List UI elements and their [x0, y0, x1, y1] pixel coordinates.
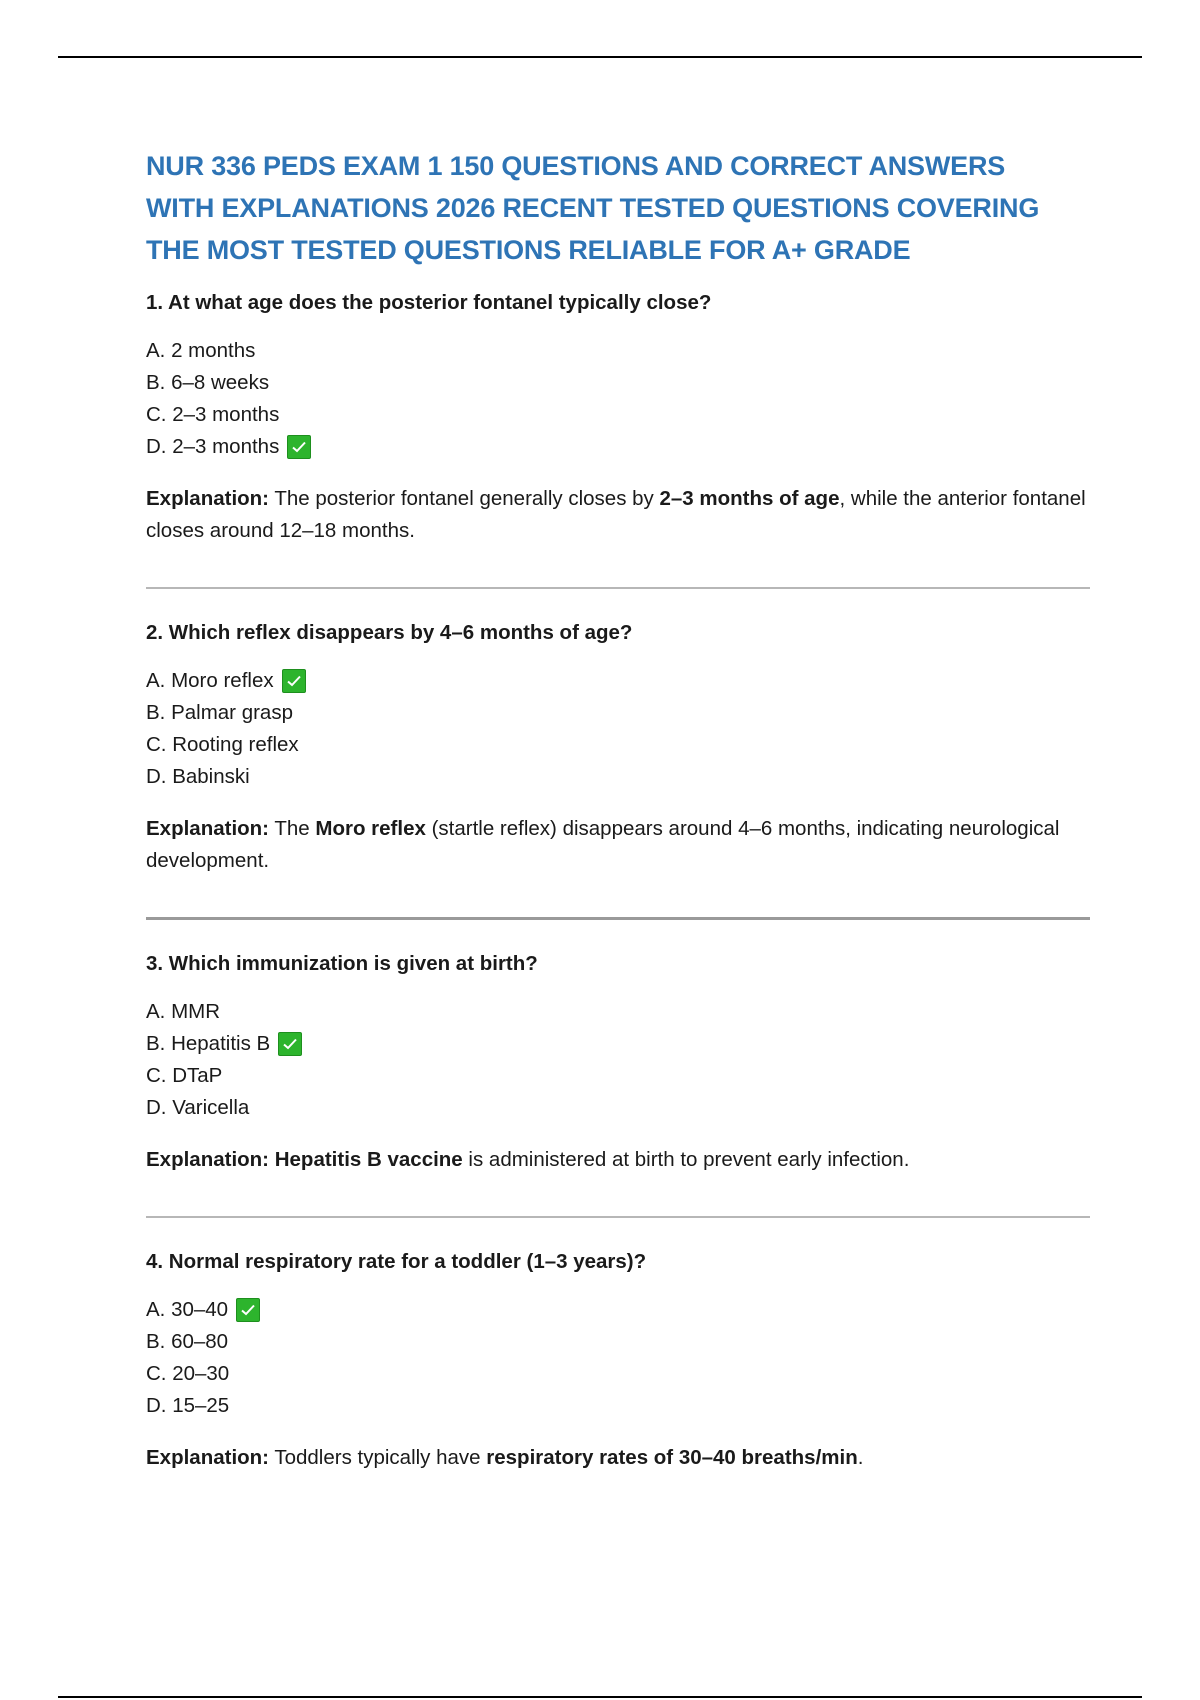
answer-option: C. DTaP: [146, 1064, 223, 1087]
question-block: [146, 1248, 1090, 1474]
check-mark-icon: [236, 1298, 260, 1322]
answer-option: D. Varicella: [146, 1096, 250, 1119]
answer-option: A. 2 months: [146, 339, 256, 362]
answer-option: D. 15–25: [146, 1394, 230, 1417]
document-title: [146, 145, 1090, 271]
title-line: WITH EXPLANATIONS 2026 RECENT TESTED QUESTIONS COVERING: [146, 193, 1040, 223]
check-mark-icon: [278, 1032, 302, 1056]
answer-option: A. Moro reflex: [146, 665, 1090, 697]
check-mark-icon: [287, 435, 311, 459]
document-body: [146, 145, 1090, 1474]
title-line: NUR 336 PEDS EXAM 1 150 QUESTIONS AND CORRECT ANSWERS: [146, 151, 1006, 181]
section-divider: [146, 587, 1090, 589]
title-line: THE MOST TESTED QUESTIONS RELIABLE FOR A+ GRADE: [146, 235, 911, 265]
answer-option: B. 6–8 weeks: [146, 371, 270, 394]
answer-option: C. 20–30: [146, 1362, 230, 1385]
answer-options: [146, 665, 1090, 793]
answer-options: [146, 335, 1090, 463]
answer-option: B. Hepatitis B: [146, 1028, 1090, 1060]
question-block: [146, 950, 1090, 1176]
answer-option: A. MMR: [146, 1000, 221, 1023]
question-block: [146, 289, 1090, 547]
question-block: [146, 619, 1090, 877]
footer-rule: [58, 1696, 1142, 1698]
answer-option: C. Rooting reflex: [146, 733, 299, 756]
section-divider: [146, 917, 1090, 920]
question-text: 1. At what age does the posterior fontanel typically close?: [146, 291, 712, 314]
header-rule: [58, 56, 1142, 58]
explanation: Explanation: Toddlers typically have respiratory rates of 30–40 breaths/min.: [146, 1446, 864, 1469]
answer-option: B. 60–80: [146, 1330, 229, 1353]
explanation: Explanation: Hepatitis B vaccine is administered at birth to prevent early infection.: [146, 1148, 910, 1171]
explanation: Explanation: The posterior fontanel generally closes by 2–3 months of age, while the anterior fontanel closes around 12–18 months.: [146, 487, 1086, 542]
question-text: 2. Which reflex disappears by 4–6 months of age?: [146, 621, 633, 644]
answer-option: D. 2–3 months: [146, 431, 1090, 463]
answer-options: [146, 996, 1090, 1124]
section-divider: [146, 1216, 1090, 1218]
answer-option: D. Babinski: [146, 765, 250, 788]
check-mark-icon: [282, 669, 306, 693]
explanation: Explanation: The Moro reflex (startle reflex) disappears around 4–6 months, indicating neurological development.: [146, 817, 1060, 872]
question-text: 3. Which immunization is given at birth?: [146, 952, 538, 975]
answer-option: A. 30–40: [146, 1294, 1090, 1326]
answer-option: B. Palmar grasp: [146, 701, 293, 724]
answer-options: [146, 1294, 1090, 1422]
question-text: 4. Normal respiratory rate for a toddler (1–3 years)?: [146, 1250, 647, 1273]
answer-option: C. 2–3 months: [146, 403, 280, 426]
